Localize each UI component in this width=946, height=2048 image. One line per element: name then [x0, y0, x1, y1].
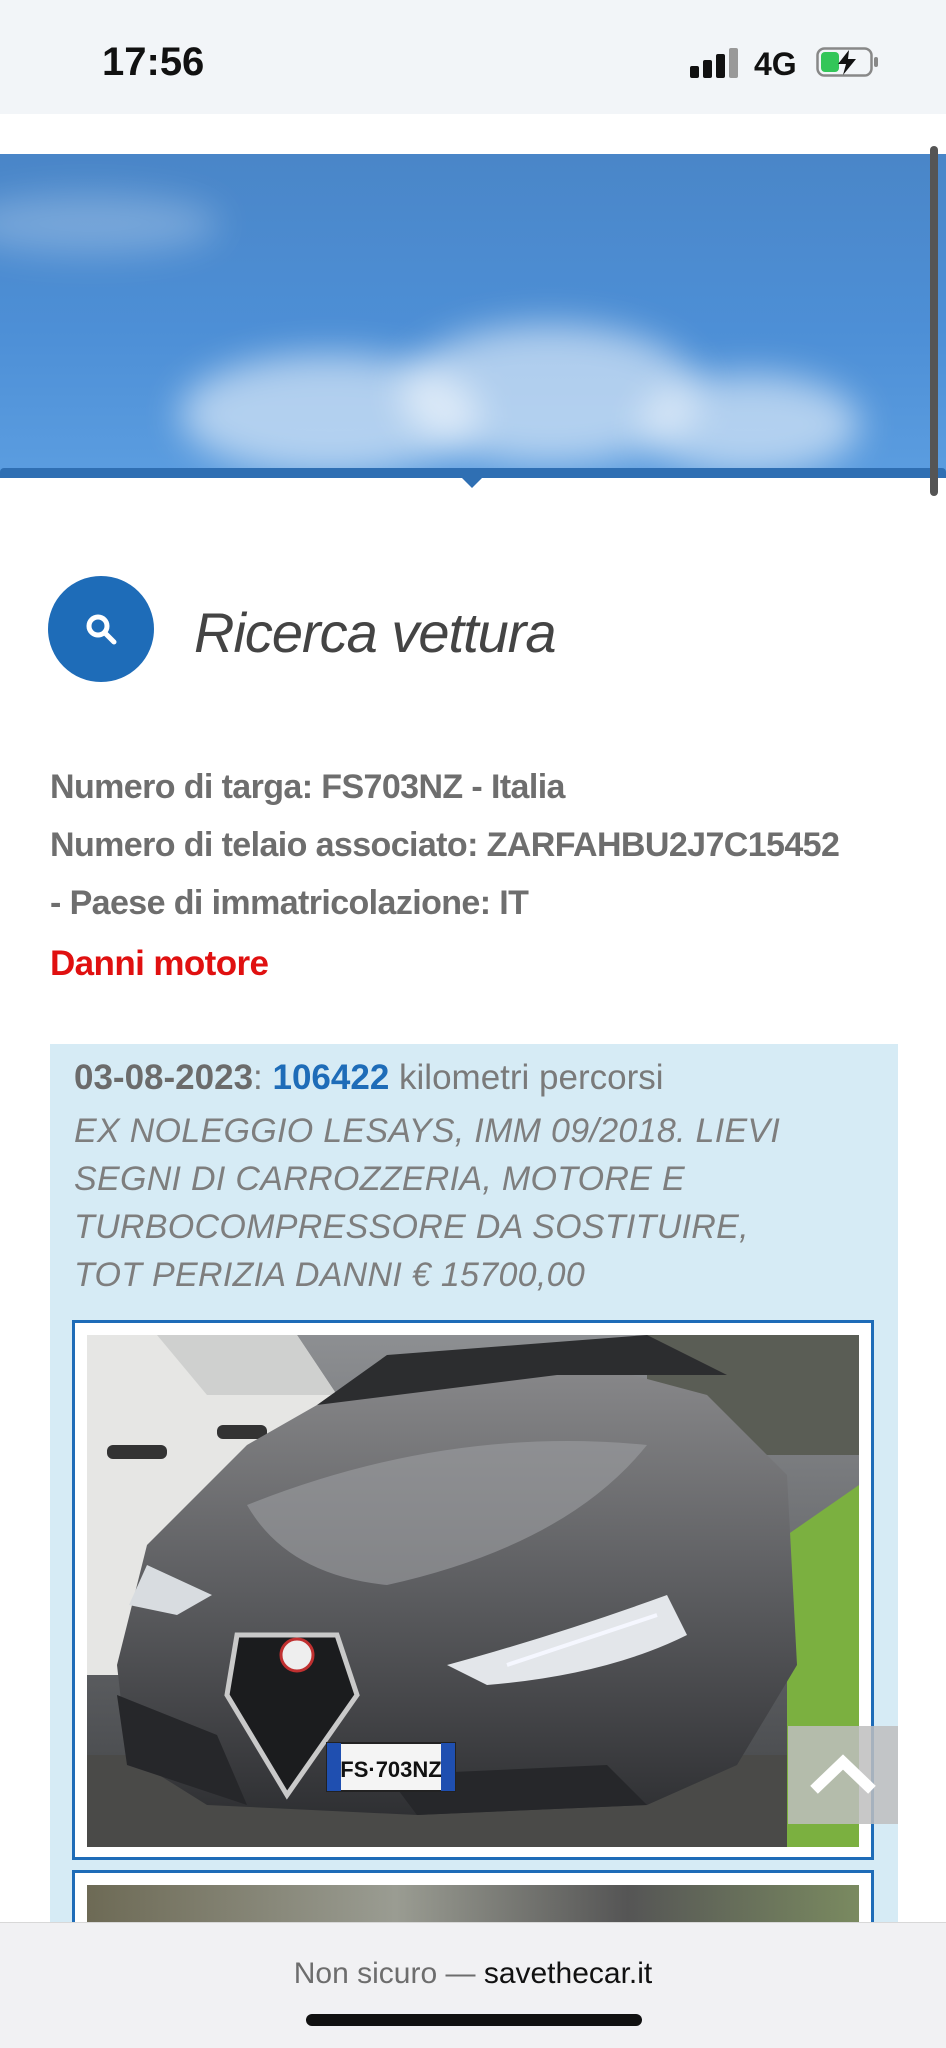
page-title: Ricerca vettura: [194, 601, 556, 664]
search-button[interactable]: [48, 576, 154, 682]
record-km-label: kilometri percorsi: [389, 1058, 664, 1097]
record-description-line: TOT PERIZIA DANNI € 15700,00: [74, 1256, 586, 1294]
site-nav-strip: [0, 114, 946, 154]
record-separator: :: [253, 1058, 273, 1097]
car-photo-link[interactable]: [72, 1320, 874, 1860]
record-header: [74, 1058, 664, 1098]
chevron-up-icon: [788, 1726, 898, 1824]
record-km: 106422: [272, 1058, 390, 1097]
car-photo: [87, 1335, 859, 1847]
hero-notch: [460, 476, 484, 488]
hero-banner: [0, 154, 946, 474]
browser-url-bar[interactable]: [0, 1922, 946, 2048]
record-date: 03-08-2023: [74, 1058, 254, 1097]
status-bar: [0, 0, 946, 114]
record-description-line: EX NOLEGGIO LESAYS, IMM 09/2018. LIEVI: [74, 1112, 781, 1150]
signal-icon: [690, 46, 738, 78]
network-label: 4G: [754, 46, 797, 82]
url-text[interactable]: [0, 1957, 946, 1991]
registration-country: - Paese di immatricolazione: IT: [50, 884, 529, 922]
history-record: [50, 1044, 898, 2048]
record-description-line: SEGNI DI CARROZZERIA, MOTORE E: [74, 1160, 685, 1198]
license-plate-text: FS·703NZ: [340, 1757, 442, 1782]
url-domain: savethecar.it: [483, 1957, 653, 1990]
plate-number: Numero di targa: FS703NZ - Italia: [50, 768, 565, 806]
damage-label: Danni motore: [50, 944, 269, 983]
security-label: Non sicuro —: [293, 1957, 484, 1990]
home-indicator[interactable]: [306, 2014, 642, 2026]
vin-number: Numero di telaio associato: ZARFAHBU2J7C15452: [50, 826, 840, 864]
record-description-line: TURBOCOMPRESSORE DA SOSTITUIRE,: [74, 1208, 749, 1246]
scrollbar[interactable]: [930, 146, 938, 496]
search-icon: [84, 612, 118, 646]
status-time: 17:56: [102, 40, 205, 84]
battery-charging-icon: [816, 46, 880, 78]
back-to-top-button[interactable]: [788, 1726, 898, 1824]
